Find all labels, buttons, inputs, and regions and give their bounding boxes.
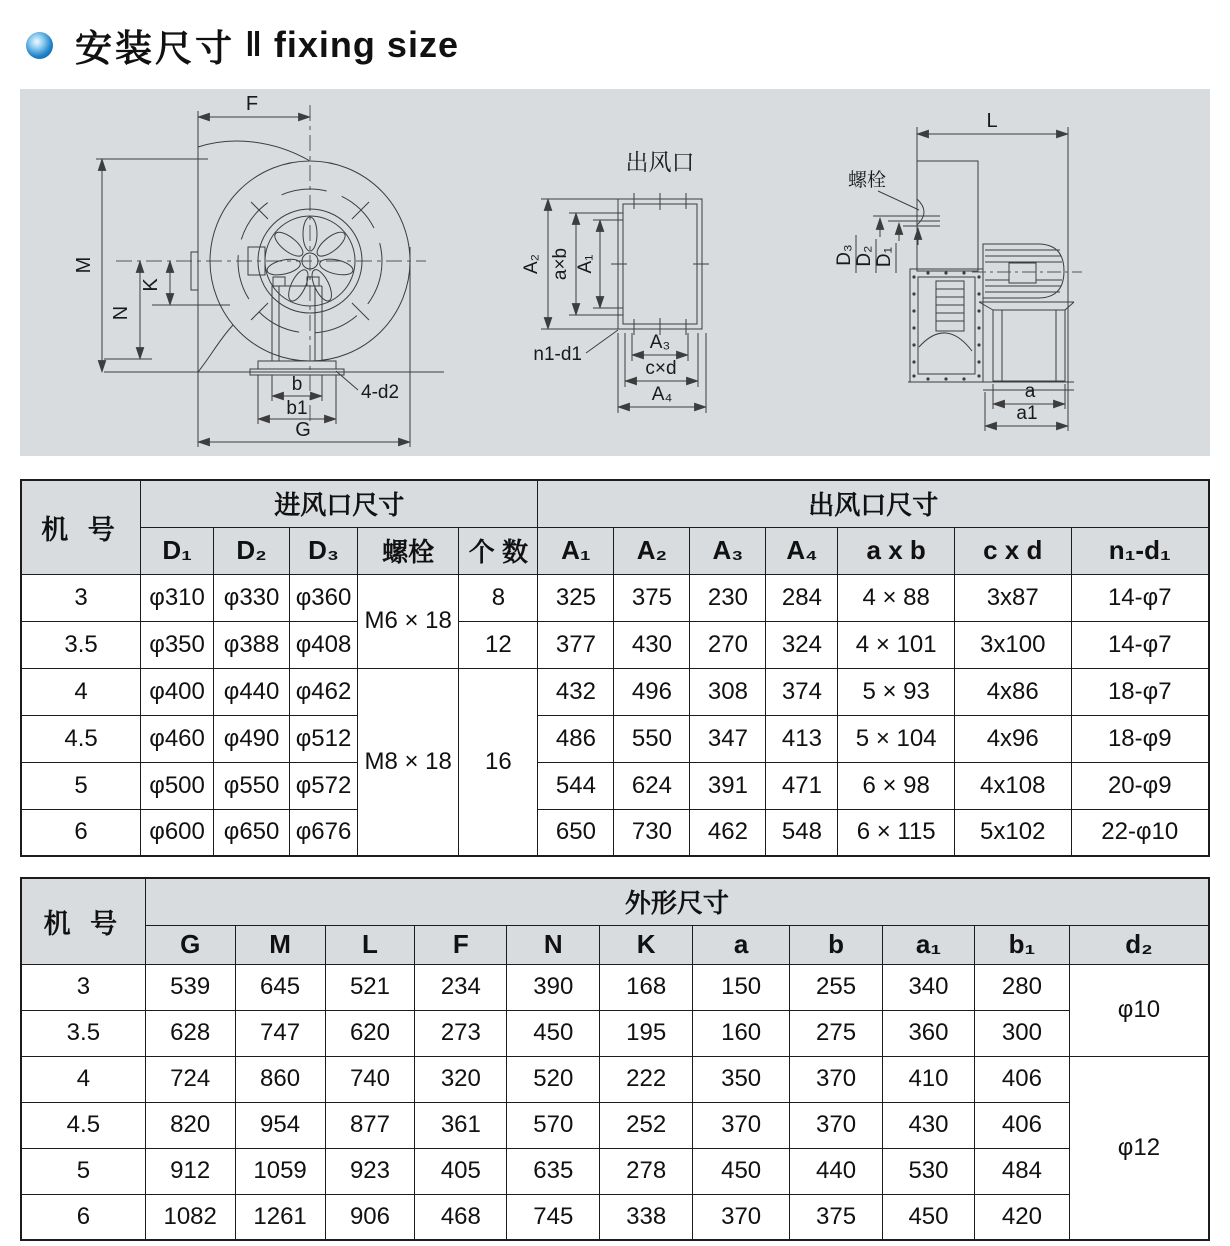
cell: 150 <box>693 964 790 1010</box>
cell-bolt-m6: M6 × 18 <box>357 574 458 668</box>
cell: 450 <box>693 1148 790 1194</box>
cell: 877 <box>325 1102 415 1148</box>
cell: 1059 <box>235 1148 325 1194</box>
cell: 340 <box>883 964 975 1010</box>
page-title-en: fixing size <box>273 24 459 65</box>
cell: 3x100 <box>954 621 1071 668</box>
inlet-outlet-size-table <box>20 479 1210 857</box>
header-b: b <box>790 925 883 964</box>
cell: 406 <box>974 1102 1069 1148</box>
cell-d2-phi12: φ12 <box>1069 1056 1209 1240</box>
drawing-panel <box>20 89 1210 456</box>
table-row <box>21 668 1209 715</box>
dim-label-A1: A₁ <box>575 254 596 274</box>
cell: φ650 <box>214 809 290 856</box>
table-row <box>21 1194 1209 1240</box>
dim-label-a: a <box>1024 381 1036 402</box>
dim-label-D1: D₁ <box>874 246 895 268</box>
cell: 570 <box>507 1102 600 1148</box>
cell: φ676 <box>290 809 358 856</box>
header-G: G <box>145 925 235 964</box>
cell: 432 <box>538 668 614 715</box>
dim-label-axb: a×b <box>550 247 571 281</box>
page-title-zh: 安装尺寸 <box>75 28 235 69</box>
table2-subheader-row <box>21 925 1209 964</box>
cell: 820 <box>145 1102 235 1148</box>
cell: 413 <box>766 715 838 762</box>
cell: 628 <box>145 1010 235 1056</box>
cell: 1082 <box>145 1194 235 1240</box>
cell: φ460 <box>141 715 214 762</box>
dim-label-G: G <box>295 419 311 441</box>
cell: φ462 <box>290 668 358 715</box>
cell: φ500 <box>141 762 214 809</box>
cell: 624 <box>614 762 690 809</box>
cell: 730 <box>614 809 690 856</box>
cell: 4 <box>21 668 141 715</box>
cell: φ600 <box>141 809 214 856</box>
outlet-title: 出风口 <box>625 149 695 175</box>
cell: 5x102 <box>954 809 1071 856</box>
cell: 350 <box>693 1056 790 1102</box>
cell: 550 <box>614 715 690 762</box>
cell: φ388 <box>214 621 290 668</box>
table-row <box>21 1148 1209 1194</box>
cell: 4x86 <box>954 668 1071 715</box>
dim-label-A2: A₂ <box>521 253 542 275</box>
cell: 168 <box>600 964 693 1010</box>
header-K: K <box>600 925 693 964</box>
header-D2: D₂ <box>214 527 290 574</box>
cell: 370 <box>693 1102 790 1148</box>
cell: 544 <box>538 762 614 809</box>
header-A1: A₁ <box>538 527 614 574</box>
cell: 375 <box>790 1194 883 1240</box>
cell: 406 <box>974 1056 1069 1102</box>
cell: 361 <box>415 1102 507 1148</box>
cell: 3 <box>21 964 145 1010</box>
cell: 278 <box>600 1148 693 1194</box>
header-outlet-group: 出风口尺寸 <box>538 480 1209 527</box>
cell: 4.5 <box>21 1102 145 1148</box>
cell: 4.5 <box>21 715 141 762</box>
cell: 471 <box>766 762 838 809</box>
header-A3: A₃ <box>690 527 766 574</box>
cell: 430 <box>614 621 690 668</box>
cell: 375 <box>614 574 690 621</box>
table-row <box>21 809 1209 856</box>
cell: 450 <box>507 1010 600 1056</box>
cell: 252 <box>600 1102 693 1148</box>
cell: 3.5 <box>21 621 141 668</box>
cell: 390 <box>507 964 600 1010</box>
header-b1: b₁ <box>974 925 1069 964</box>
cell: 405 <box>415 1148 507 1194</box>
header-a: a <box>693 925 790 964</box>
header-bolt: 螺栓 <box>357 527 458 574</box>
flange-bolt-dots <box>912 271 980 380</box>
cell: φ350 <box>141 621 214 668</box>
cell: 222 <box>600 1056 693 1102</box>
cell: 377 <box>538 621 614 668</box>
cell: 923 <box>325 1148 415 1194</box>
cell: 440 <box>790 1148 883 1194</box>
motor-body <box>972 244 1082 298</box>
cell: 195 <box>600 1010 693 1056</box>
cell: 284 <box>766 574 838 621</box>
cell: 18-φ9 <box>1071 715 1209 762</box>
casing <box>910 269 983 382</box>
cell: 6 × 115 <box>838 809 955 856</box>
dim-label-D3: D₃ <box>834 244 855 266</box>
cell: 280 <box>974 964 1069 1010</box>
cell: 539 <box>145 964 235 1010</box>
header-a1: a₁ <box>883 925 975 964</box>
header-F: F <box>415 925 507 964</box>
dim-label-a1: a1 <box>1016 403 1038 424</box>
cell: 650 <box>538 809 614 856</box>
cell: 374 <box>766 668 838 715</box>
bolt-leader-line <box>878 191 919 210</box>
cell: 338 <box>600 1194 693 1240</box>
dim-label-cxd: c×d <box>645 358 677 379</box>
header-cxd: c x d <box>954 527 1071 574</box>
cell: φ440 <box>214 668 290 715</box>
cell: 18-φ7 <box>1071 668 1209 715</box>
cell: 548 <box>766 809 838 856</box>
cell: 3x87 <box>954 574 1071 621</box>
cell: 496 <box>614 668 690 715</box>
cell: 273 <box>415 1010 507 1056</box>
cell: 5 × 93 <box>838 668 955 715</box>
cell: 370 <box>790 1102 883 1148</box>
header-d2: d₂ <box>1069 925 1209 964</box>
table-row <box>21 715 1209 762</box>
cell: 4x96 <box>954 715 1071 762</box>
header-L: L <box>325 925 415 964</box>
cell: 745 <box>507 1194 600 1240</box>
cell: 324 <box>766 621 838 668</box>
cell: 255 <box>790 964 883 1010</box>
cell: 370 <box>693 1194 790 1240</box>
cell: φ408 <box>290 621 358 668</box>
cell: 308 <box>690 668 766 715</box>
cell: φ512 <box>290 715 358 762</box>
n1-d1-leader-line <box>586 330 618 353</box>
cell: 234 <box>415 964 507 1010</box>
cell-qty-16: 16 <box>459 668 538 856</box>
cell: 300 <box>974 1010 1069 1056</box>
dim-label-b: b <box>291 374 303 395</box>
table-row <box>21 1102 1209 1148</box>
header-A2: A₂ <box>614 527 690 574</box>
cell: 275 <box>790 1010 883 1056</box>
cell: 5 <box>21 762 141 809</box>
cell: 4 × 88 <box>838 574 955 621</box>
cell: 724 <box>145 1056 235 1102</box>
cell: 635 <box>507 1148 600 1194</box>
cell: 3 <box>21 574 141 621</box>
table-row <box>21 964 1209 1010</box>
cell: 486 <box>538 715 614 762</box>
cell: 420 <box>974 1194 1069 1240</box>
header-M: M <box>235 925 325 964</box>
cell: 391 <box>690 762 766 809</box>
cell: 954 <box>235 1102 325 1148</box>
cell-d2-phi10: φ10 <box>1069 964 1209 1056</box>
dim-label-D2: D₂ <box>854 245 875 267</box>
cell: 740 <box>325 1056 415 1102</box>
cell: 450 <box>883 1194 975 1240</box>
cell: 14-φ7 <box>1071 621 1209 668</box>
dim-label-K: K <box>140 278 162 292</box>
cell: 3.5 <box>21 1010 145 1056</box>
header-inlet-group: 进风口尺寸 <box>141 480 538 527</box>
cell: φ400 <box>141 668 214 715</box>
cell: φ310 <box>141 574 214 621</box>
callout-4-d2: 4-d2 <box>361 382 400 403</box>
cell: 22-φ10 <box>1071 809 1209 856</box>
table-row <box>21 621 1209 668</box>
cell: 520 <box>507 1056 600 1102</box>
cell: 468 <box>415 1194 507 1240</box>
table-row <box>21 1010 1209 1056</box>
cell: φ330 <box>214 574 290 621</box>
cell: φ360 <box>290 574 358 621</box>
motor-pedestal <box>979 302 1074 381</box>
callout-n1-d1: n1-d1 <box>533 344 582 365</box>
cell: 325 <box>538 574 614 621</box>
cell-bolt-m8: M8 × 18 <box>357 668 458 856</box>
header-overall-group: 外形尺寸 <box>145 878 1209 925</box>
side-view <box>856 127 1082 431</box>
cell: 347 <box>690 715 766 762</box>
cell: 530 <box>883 1148 975 1194</box>
header-machine-no: 机 号 <box>21 878 145 964</box>
cell: 20-φ9 <box>1071 762 1209 809</box>
callout-bolt: 螺栓 <box>847 170 887 191</box>
dim-label-F: F <box>245 93 259 115</box>
dim-label-M: M <box>73 256 95 274</box>
cell: 6 <box>21 1194 145 1240</box>
d2-leader-line <box>336 371 358 390</box>
cell: 410 <box>883 1056 975 1102</box>
cell: 12 <box>459 621 538 668</box>
cell: 4 × 101 <box>838 621 955 668</box>
cell: 6 <box>21 809 141 856</box>
table-row <box>21 1056 1209 1102</box>
bullet-icon <box>26 32 53 59</box>
cell: 6 × 98 <box>838 762 955 809</box>
overall-size-table <box>20 877 1210 1241</box>
cell: 645 <box>235 964 325 1010</box>
header-D3: D₃ <box>290 527 358 574</box>
table1-subheader-row <box>21 527 1209 574</box>
dim-label-A3: A₃ <box>649 332 671 353</box>
cell: 1261 <box>235 1194 325 1240</box>
dim-label-A4: A₄ <box>651 384 673 405</box>
header-A4: A₄ <box>766 527 838 574</box>
cell: 912 <box>145 1148 235 1194</box>
cell: 160 <box>693 1010 790 1056</box>
cell: 4x108 <box>954 762 1071 809</box>
cell: 360 <box>883 1010 975 1056</box>
cell: 521 <box>325 964 415 1010</box>
dim-label-N: N <box>110 305 132 321</box>
cell: 5 <box>21 1148 145 1194</box>
header-n1d1: n₁-d₁ <box>1071 527 1209 574</box>
cell: 320 <box>415 1056 507 1102</box>
table-row <box>21 762 1209 809</box>
cell: 370 <box>790 1056 883 1102</box>
header-qty: 个 数 <box>459 527 538 574</box>
cell: 5 × 104 <box>838 715 955 762</box>
header-N: N <box>507 925 600 964</box>
cell: 14-φ7 <box>1071 574 1209 621</box>
cell: 270 <box>690 621 766 668</box>
header-D1: D₁ <box>141 527 214 574</box>
table-row <box>21 574 1209 621</box>
cell: 620 <box>325 1010 415 1056</box>
cell: 860 <box>235 1056 325 1102</box>
cell: 4 <box>21 1056 145 1102</box>
title-separator: ‖ <box>245 25 262 64</box>
dim-label-b1: b1 <box>286 398 308 419</box>
cell: φ572 <box>290 762 358 809</box>
cell: 906 <box>325 1194 415 1240</box>
header-axb: a x b <box>838 527 955 574</box>
cell: 484 <box>974 1148 1069 1194</box>
cell: 8 <box>459 574 538 621</box>
outlet-view <box>541 193 709 413</box>
page-header <box>0 0 1230 68</box>
cell: 747 <box>235 1010 325 1056</box>
cell: 430 <box>883 1102 975 1148</box>
header-machine-no: 机 号 <box>21 480 141 574</box>
cell: 462 <box>690 809 766 856</box>
cell: φ550 <box>214 762 290 809</box>
dim-label-L: L <box>986 110 998 132</box>
technical-drawing <box>20 89 1210 456</box>
cell: φ490 <box>214 715 290 762</box>
cell: 230 <box>690 574 766 621</box>
